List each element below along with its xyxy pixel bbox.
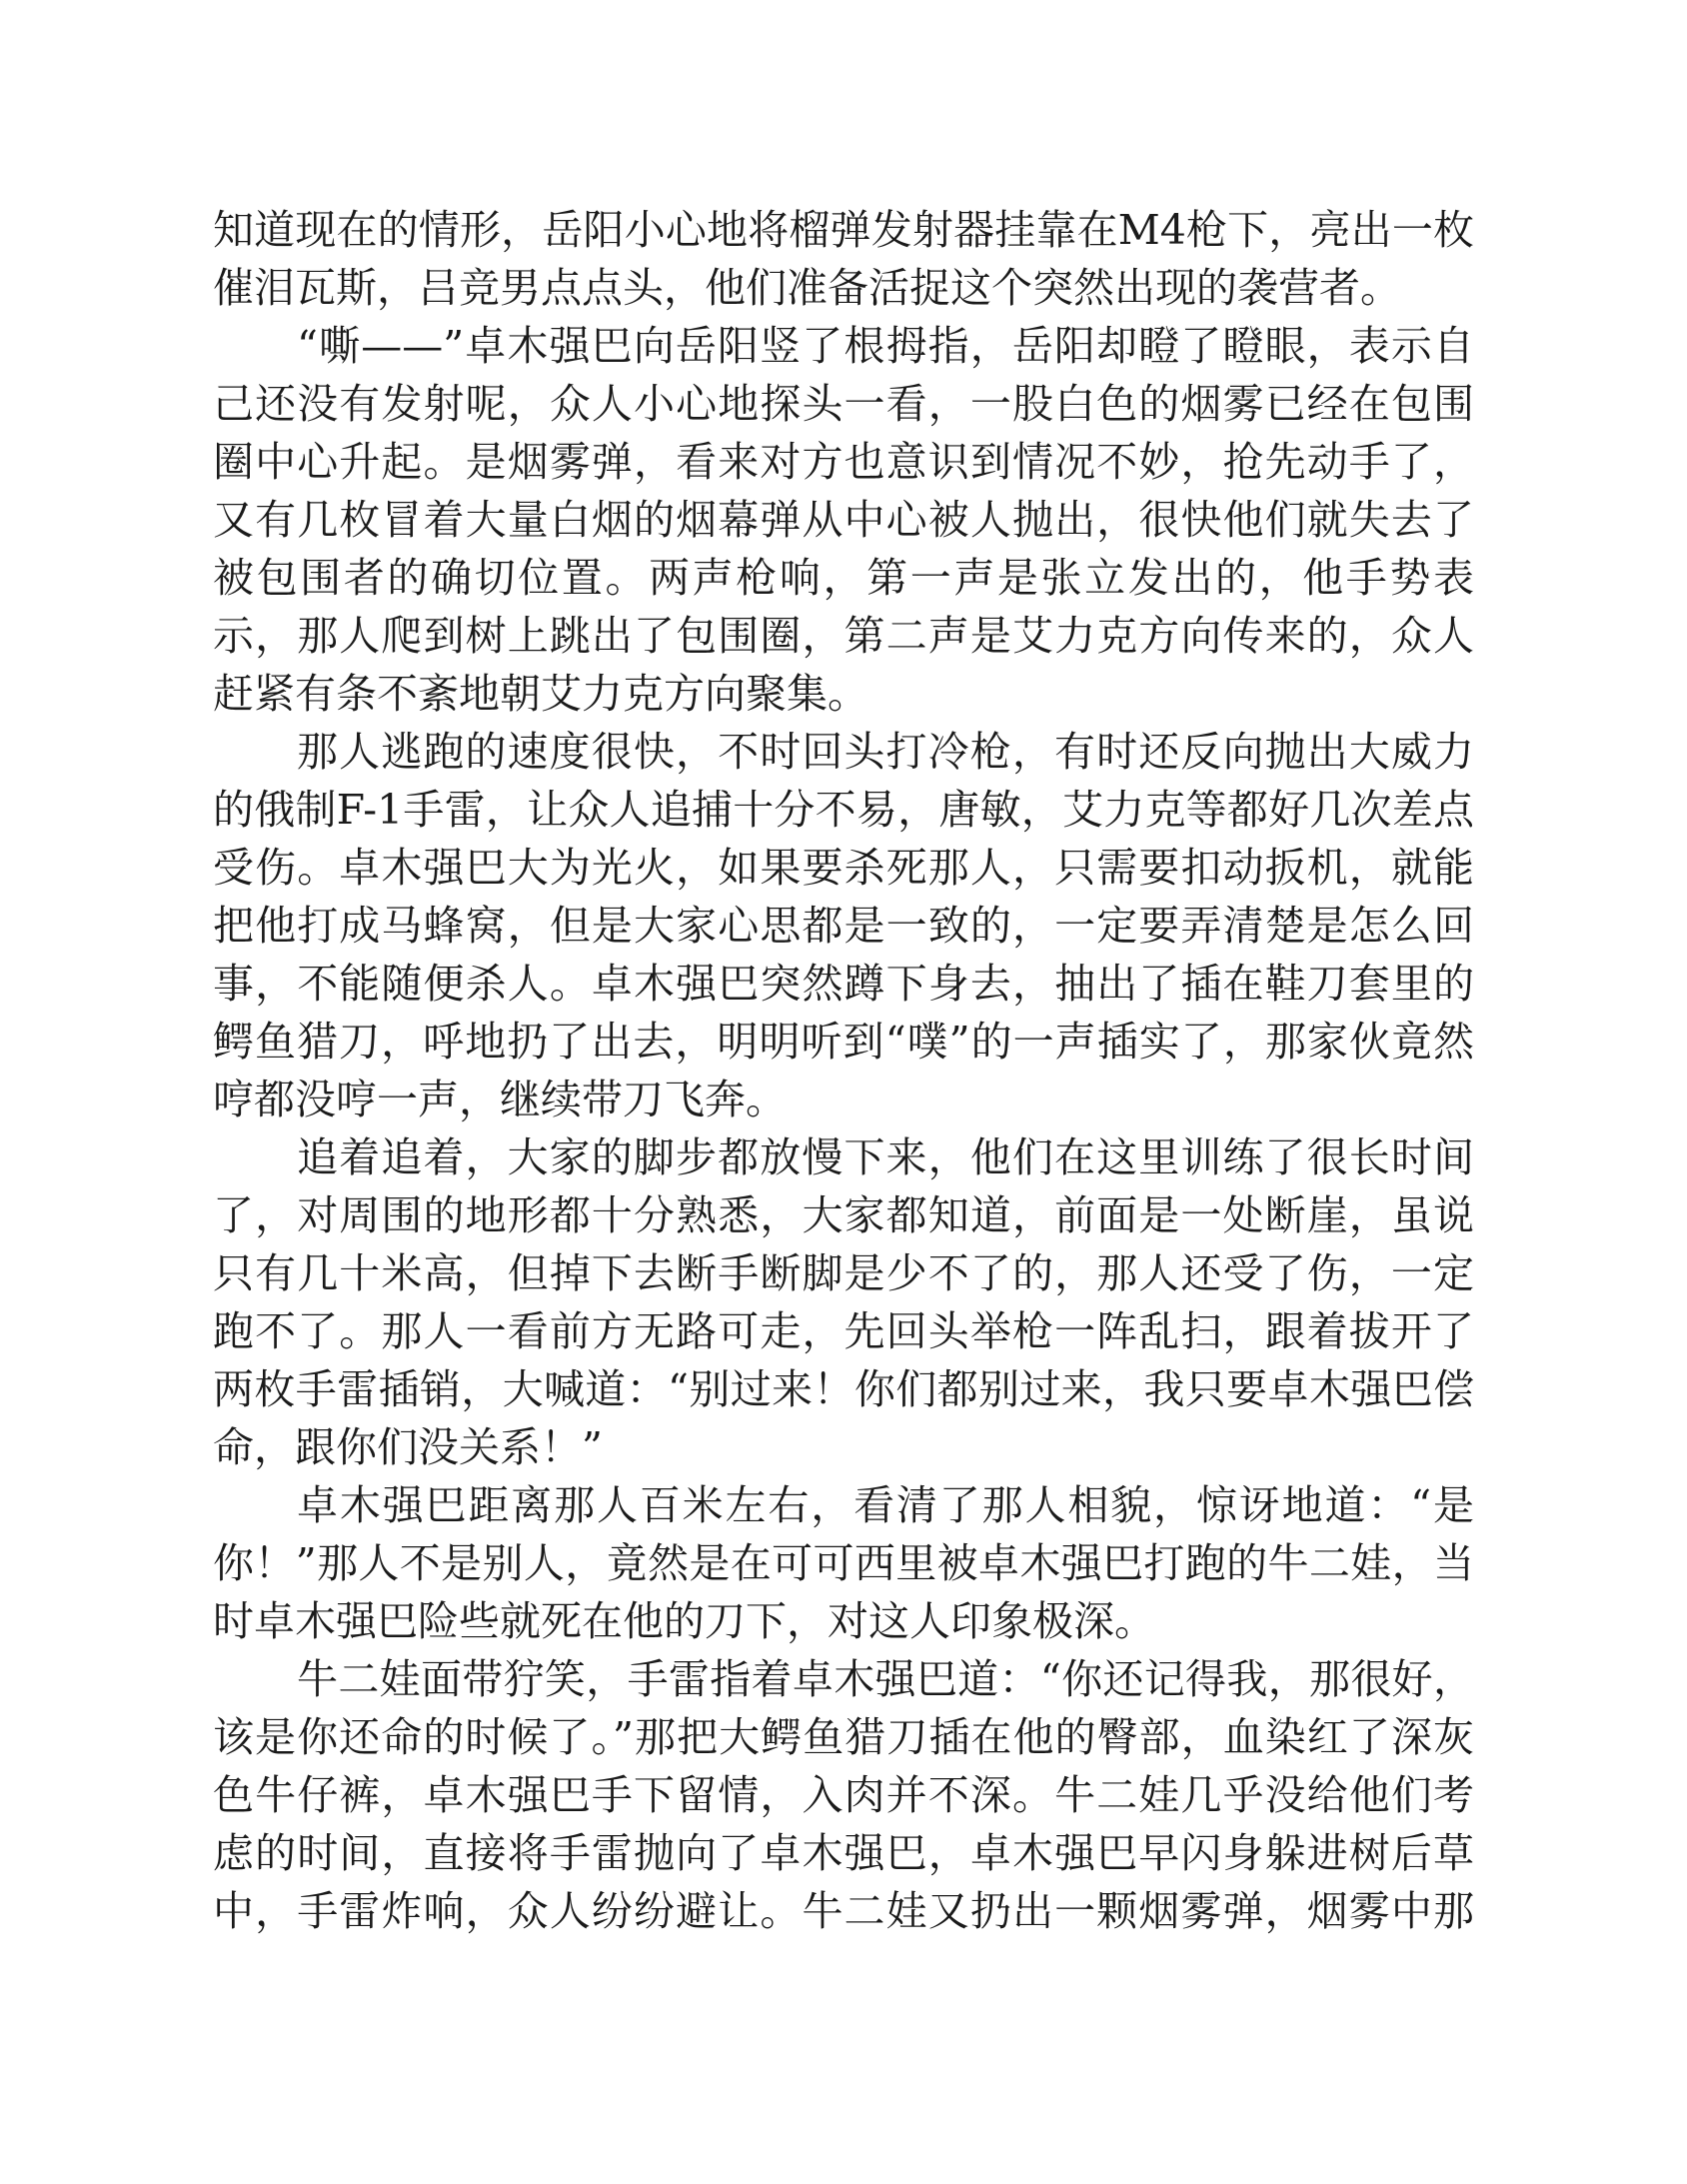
text-line: 两枚手雷插销，大喊道：“别过来！你们都别过来，我只要卓木强巴偿: [213, 1365, 1474, 1413]
text-line: 时卓木强巴险些就死在他的刀下，对这人印象极深。: [213, 1597, 1155, 1645]
text-line: 了，对周围的地形都十分熟悉，大家都知道，前面是一处断崖，虽说: [213, 1191, 1474, 1239]
text-line: 追着追着，大家的脚步都放慢下来，他们在这里训练了很长时间: [297, 1133, 1474, 1181]
text-line: 色牛仔裤，卓木强巴手下留情，入肉并不深。牛二娃几乎没给他们考: [213, 1771, 1474, 1819]
text-line: 中，手雷炸响，众人纷纷避让。牛二娃又扔出一颗烟雾弹，烟雾中那: [213, 1887, 1474, 1935]
text-line: 该是你还命的时候了。”那把大鳄鱼猎刀插在他的臀部，血染红了深灰: [213, 1713, 1474, 1761]
text-line: 卓木强巴距离那人百米左右，看清了那人相貌，惊讶地道：“是: [297, 1481, 1474, 1529]
text-line: 把他打成马蜂窝，但是大家心思都是一致的，一定要弄清楚是怎么回: [213, 902, 1474, 950]
text-line: 那人逃跑的速度很快，不时回头打冷枪，有时还反向抛出大威力: [297, 728, 1474, 776]
text-line: 的俄制F-1手雷，让众人追捕十分不易，唐敏，艾力克等都好几次差点: [213, 786, 1474, 834]
text-line: 鳄鱼猎刀，呼地扔了出去，明明听到“噗”的一声插实了，那家伙竟然: [213, 1018, 1474, 1066]
text-line: 事，不能随便杀人。卓木强巴突然蹲下身去，抽出了插在鞋刀套里的: [213, 960, 1474, 1008]
text-line: 只有几十米高，但掉下去断手断脚是少不了的，那人还受了伤，一定: [213, 1249, 1474, 1297]
text-line: 哼都没哼一声，继续带刀飞奔。: [213, 1076, 787, 1123]
text-line: 圈中心升起。是烟雾弹，看来对方也意识到情况不妙，抢先动手了，: [213, 438, 1474, 486]
text-line: 命，跟你们没关系！”: [213, 1423, 603, 1471]
text-line: 己还没有发射呢，众人小心地探头一看，一股白色的烟雾已经在包围: [213, 380, 1474, 428]
text-line: 知道现在的情形，岳阳小心地将榴弹发射器挂靠在M4枪下，亮出一枚: [213, 206, 1474, 254]
text-line: 又有几枚冒着大量白烟的烟幕弹从中心被人抛出，很快他们就失去了: [213, 496, 1474, 544]
text-line: 你！”那人不是别人，竟然是在可可西里被卓木强巴打跑的牛二娃，当: [213, 1539, 1474, 1587]
text-line: 虑的时间，直接将手雷抛向了卓木强巴，卓木强巴早闪身躲进树后草: [213, 1829, 1474, 1877]
text-line: 跑不了。那人一看前方无路可走，先回头举枪一阵乱扫，跟着拔开了: [213, 1307, 1474, 1355]
text-line: 催泪瓦斯，吕竞男点点头，他们准备活捉这个突然出现的袭营者。: [213, 264, 1401, 312]
text-line: 被包围者的确切位置。两声枪响，第一声是张立发出的，他手势表: [213, 554, 1474, 602]
text-line: “嘶——”卓木强巴向岳阳竖了根拇指，岳阳却瞪了瞪眼，表示自: [297, 322, 1474, 370]
text-line: 示，那人爬到树上跳出了包围圈，第二声是艾力克方向传来的，众人: [213, 612, 1474, 660]
text-line: 牛二娃面带狞笑，手雷指着卓木强巴道：“你还记得我，那很好，: [297, 1655, 1474, 1703]
text-line: 受伤。卓木强巴大为光火，如果要杀死那人，只需要扣动扳机，就能: [213, 844, 1474, 892]
text-line: 赶紧有条不紊地朝艾力克方向聚集。: [213, 670, 868, 718]
